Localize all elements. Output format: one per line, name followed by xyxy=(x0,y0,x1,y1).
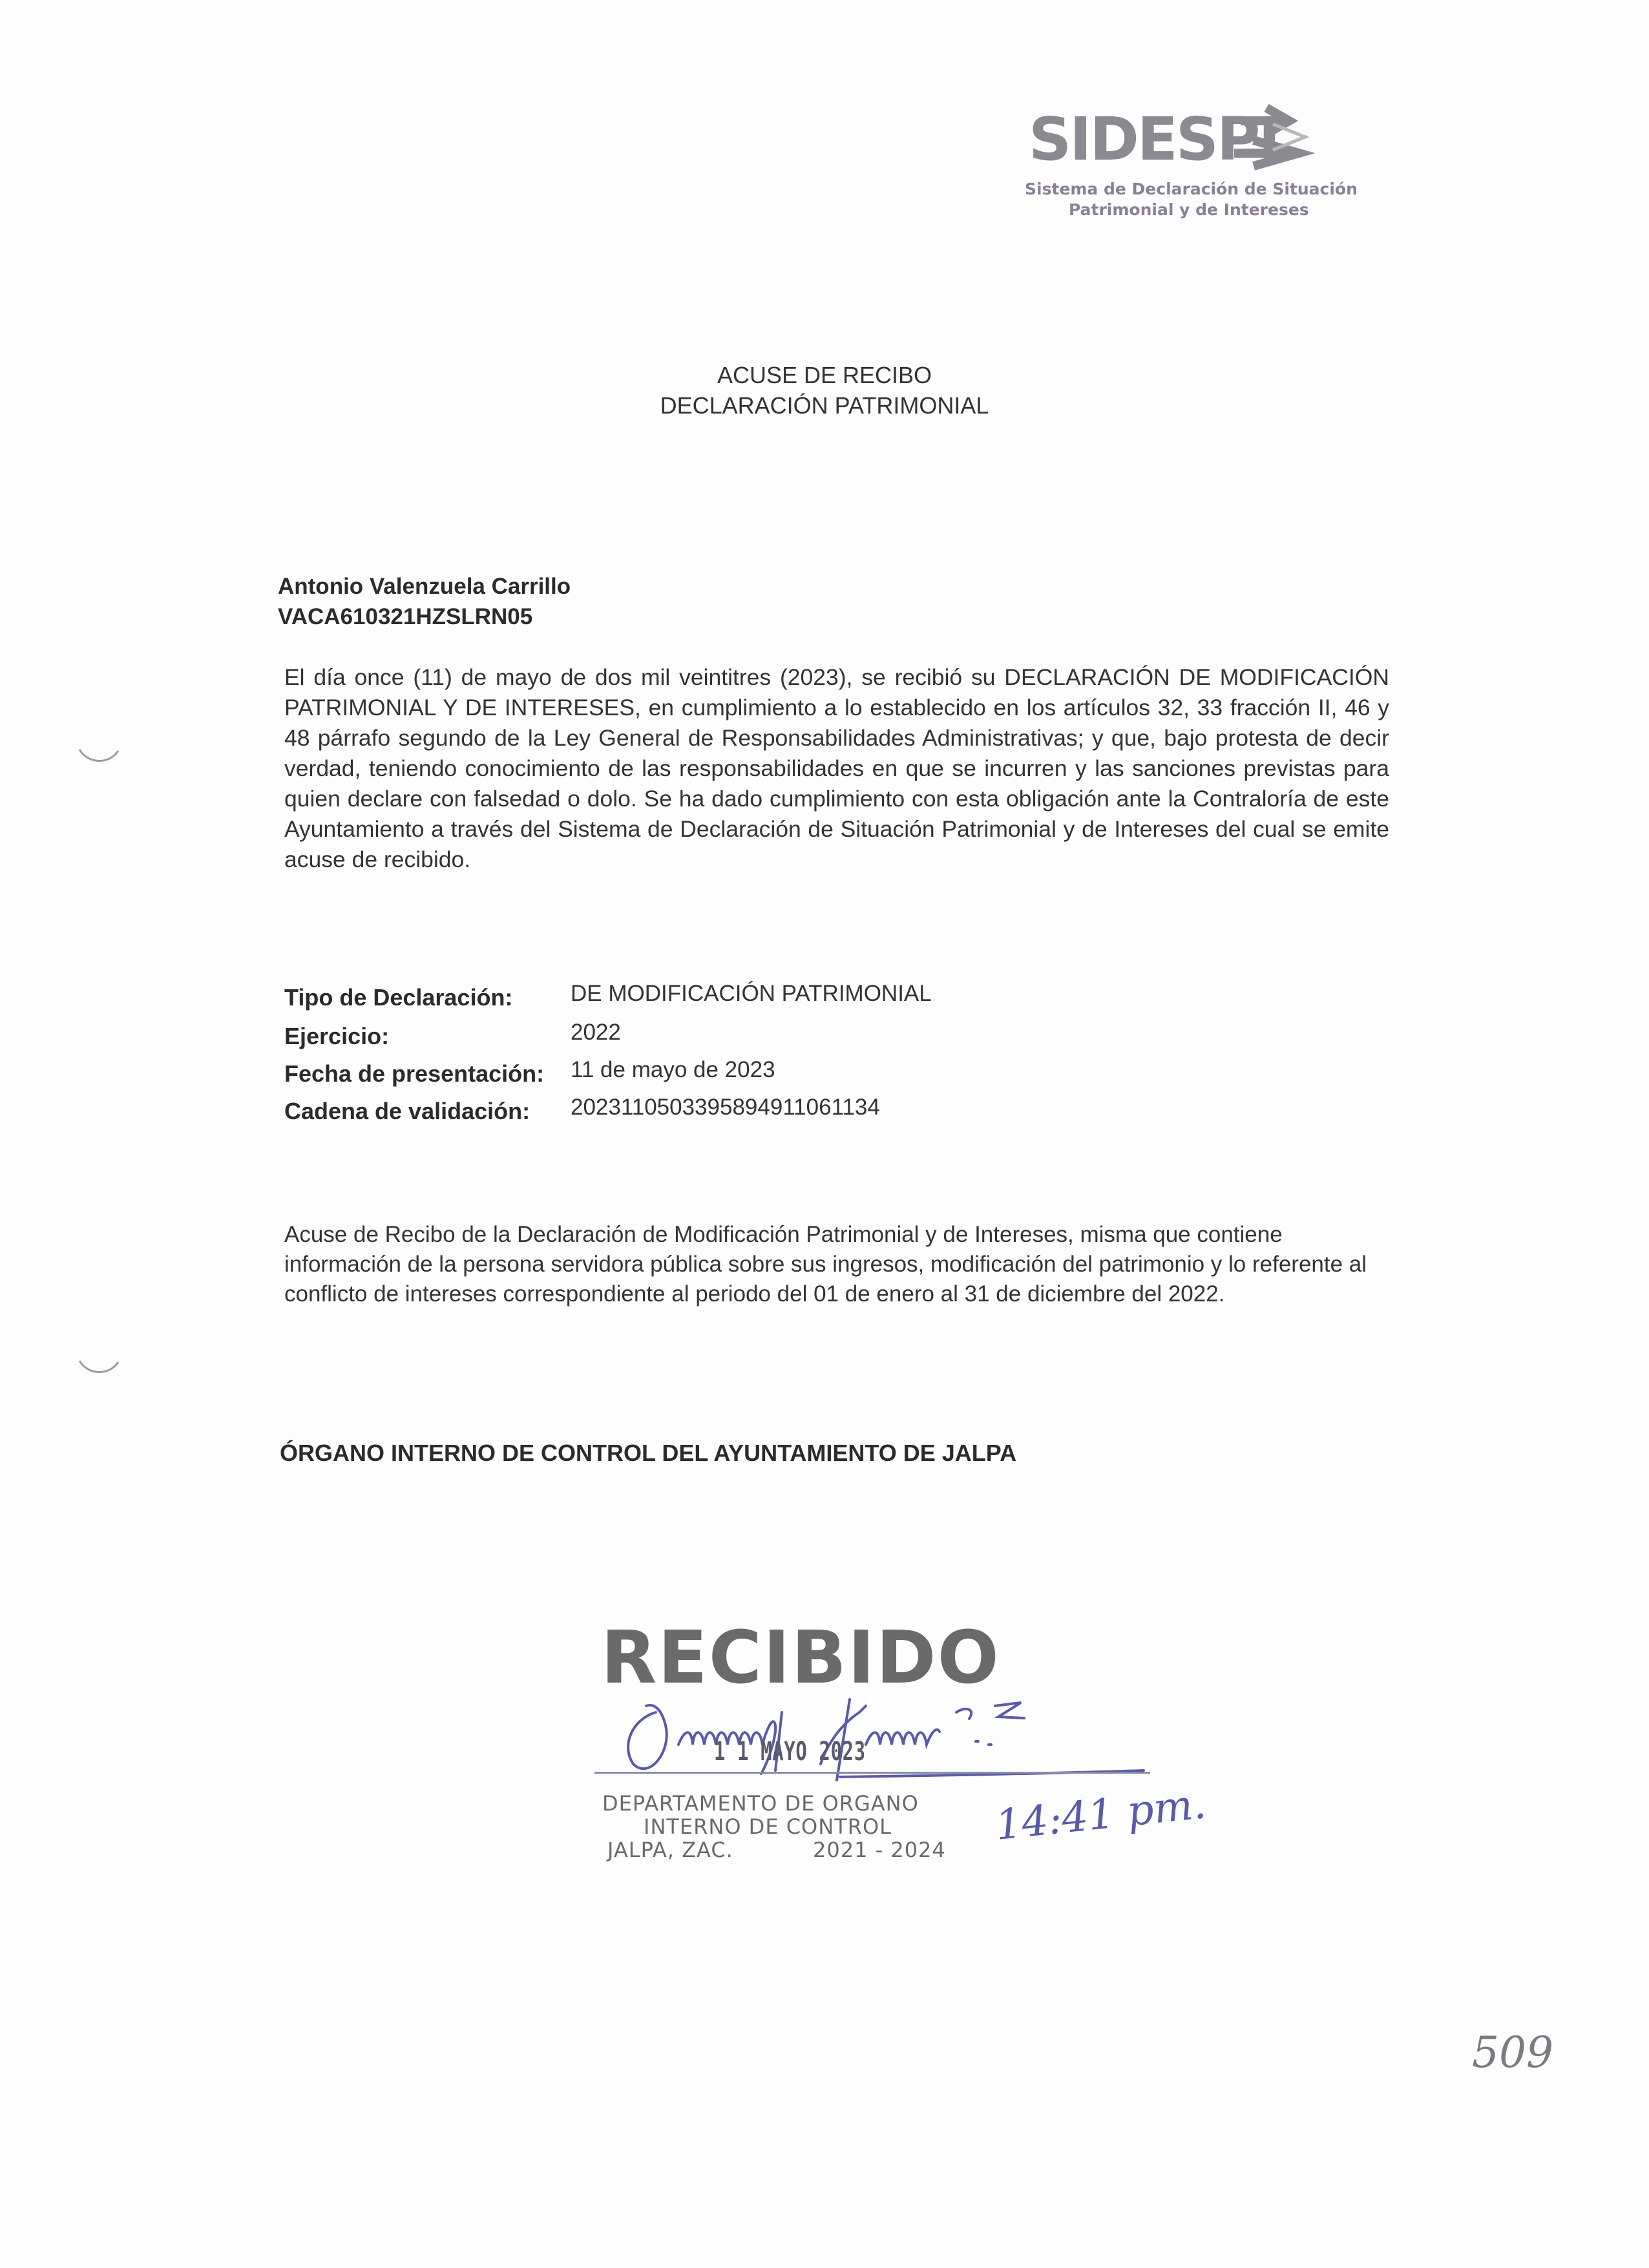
punch-hole-mark xyxy=(76,1356,121,1381)
sidespi-logo xyxy=(1021,97,1358,226)
detail-value-fecha: 11 de mayo de 2023 xyxy=(571,1057,775,1082)
logo-subtitle-line1: Sistema de Declaración de Situación xyxy=(1025,180,1358,198)
detail-label-tipo: Tipo de Declaración: xyxy=(284,984,513,1011)
stamp-rule xyxy=(594,1772,1150,1774)
received-stamp xyxy=(594,1616,1208,1880)
arrows-icon xyxy=(1228,98,1318,182)
detail-value-ejercicio: 2022 xyxy=(571,1020,621,1045)
page-number: 509 xyxy=(1472,2028,1553,2077)
document-title-line1: ACUSE DE RECIBO xyxy=(717,362,932,388)
detail-value-cadena: 20231105033958949110611​34 xyxy=(571,1095,880,1120)
organ-heading: ÓRGANO INTERNO DE CONTROL DEL AYUNTAMIENTO DE JALPA xyxy=(280,1440,1017,1466)
stamp-line2: INTERNO DE CONTROL xyxy=(644,1814,892,1839)
document-title-line2: DECLARACIÓN PATRIMONIAL xyxy=(660,392,989,419)
body-paragraph: El día once (11) de mayo de dos mil veintitres (2023), se recibió su DECLARACIÓN DE MODIFICACIÓN PATRIMONIAL Y DE INTERESES, en cumplimiento a lo establecido en los artículos 32, 33 fracción II, 46 y 48 párrafo segundo de la Ley General de Responsabilidades Administrativas; y que, bajo protesta de decir verdad, teniendo conocimiento de las responsabilidades en que se incurren y las sanciones previstas para quien declare con falsedad o dolo. Se ha dado cumplimiento con esta obligación ante la Contraloría de este Ayuntamiento a través del Sistema de Declaración de Situación Patrimonial y de Intereses del cual se emite acuse de recibido. xyxy=(284,664,1389,872)
stamp-line3-right: 2021 - 2024 xyxy=(813,1838,946,1862)
detail-label-ejercicio: Ejercicio: xyxy=(284,1023,390,1049)
stamp-line1: DEPARTAMENTO DE ORGANO xyxy=(602,1791,919,1816)
declarant-name: Antonio Valenzuela Carrillo xyxy=(278,574,571,599)
logo-wordmark: SIDESPI xyxy=(1029,105,1279,174)
punch-hole-mark xyxy=(76,744,121,770)
detail-label-cadena: Cadena de validación: xyxy=(284,1098,530,1124)
detail-value-tipo: DE MODIFICACIÓN PATRIMONIAL xyxy=(571,981,932,1006)
stamp-date: 1 1 MAYO 2023 xyxy=(714,1737,866,1767)
stamp-heading: RECIBIDO xyxy=(601,1616,1000,1700)
stamp-line3-left: JALPA, ZAC. xyxy=(607,1838,733,1862)
logo-subtitle-line2: Patrimonial y de Intereses xyxy=(1069,200,1309,219)
handwritten-time: 14:41 pm. xyxy=(993,1780,1208,1850)
declarant-id: VACA610321HZSLRN05 xyxy=(278,604,533,629)
summary-paragraph: Acuse de Recibo de la Declaración de Modificación Patrimonial y de Intereses, misma que contiene información de la persona servidora pública sobre sus ingresos, modificación del patrimonio y lo referente al conflicto de intereses correspondiente al periodo del 01 de enero al 31 de diciembre del 2022. xyxy=(284,1222,1367,1307)
detail-label-fecha: Fecha de presentación: xyxy=(284,1060,545,1087)
signature xyxy=(594,1674,1150,1783)
